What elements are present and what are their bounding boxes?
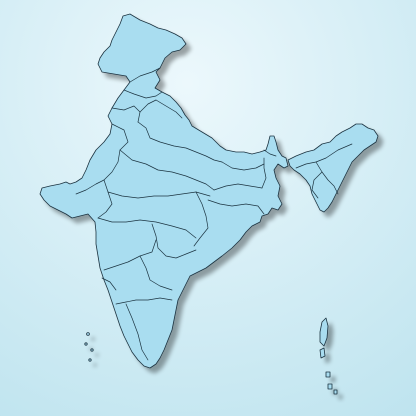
nicobar-island-2 (328, 384, 332, 389)
lakshadweep-island-4 (89, 359, 91, 361)
lakshadweep-island-2 (85, 343, 87, 345)
nicobar-island-3 (334, 390, 337, 394)
nicobar-island-1 (326, 372, 330, 377)
andaman-island-2 (320, 348, 325, 358)
lakshadweep-island-1 (87, 333, 90, 336)
lakshadweep-island-3 (91, 349, 93, 351)
